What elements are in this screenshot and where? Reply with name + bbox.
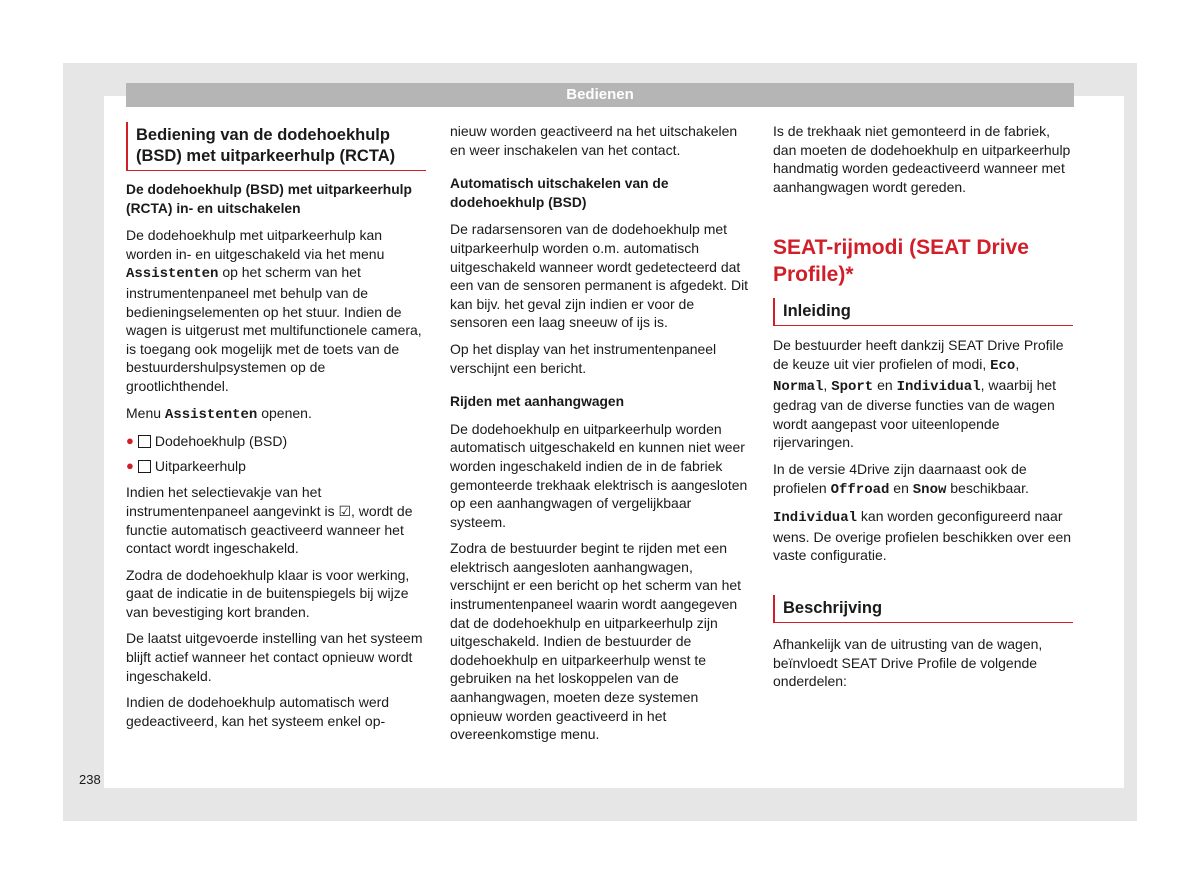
paragraph: nieuw worden geactiveerd na het uitschakelen en weer inschakelen van het contact.	[450, 123, 738, 158]
checked-box-icon: ☑	[338, 502, 352, 519]
paragraph: De laatst uitgevoerde instelling van het systeem blijft actief wanneer het contact opnieuw wordt ingeschakeld.	[126, 630, 423, 684]
text: en	[877, 376, 893, 393]
paragraph	[773, 507, 1073, 565]
paragraph	[126, 404, 426, 425]
column-2	[450, 122, 750, 752]
text: In de versie 4Drive zijn daarnaast ook de profielen	[773, 460, 1027, 496]
text: op het scherm van het instrumentenpaneel met behulp van de bedieningselementen op het stuur. Indien de wagen is uitgerust met multifunctionele camera, is toegang ook mogelijk met de toets van de bestuurdershulpsystemen op de grootlichthendel.	[126, 264, 422, 394]
paragraph: De radarsensoren van de dodehoekhulp met uitparkeerhulp worden o.m. automatisch uitgeschakeld wanneer wordt gedetecteerd dat een van de sensoren permanent is afgedekt. Dit kan bijv. het geval zijn indien er voor de sensoren een laag sneeuw of ijs is.	[450, 221, 749, 331]
keyword-sport: Sport	[831, 378, 874, 395]
paragraph	[126, 226, 426, 395]
text: beschikbaar.	[950, 479, 1029, 496]
paragraph: Is de trekhaak niet gemonteerd in de fabriek, dan moeten de dodehoekhulp en uitparkeerhulp handmatig worden gedeactiveerd wanneer met aanhangwagen wordt gereden.	[773, 123, 1071, 195]
text: , wordt de functie automatisch geactiveerd wanneer het contact wordt ingeschakeld.	[126, 502, 413, 557]
paragraph: Afhankelijk van de uitrusting van de wagen, beïnvloedt SEAT Drive Profile de volgende onderdelen:	[773, 635, 1043, 690]
text: ,	[823, 376, 828, 393]
section-title-bsd: Bediening van de dodehoekhulp (BSD) met uitparkeerhulp (RCTA)	[126, 122, 426, 171]
checkbox-icon	[138, 460, 151, 473]
bullet-icon: ●	[126, 457, 134, 473]
paragraph	[126, 483, 426, 557]
paragraph: Op het display van het instrumentenpaneel verschijnt een bericht.	[450, 340, 717, 376]
section-title-inleiding: Inleiding	[773, 298, 1073, 326]
subheading-auto-off: Automatisch uitschakelen van de dodehoekhulp (BSD)	[450, 176, 669, 210]
paragraph	[773, 336, 1073, 452]
paragraph	[773, 460, 1073, 499]
text: en	[893, 479, 909, 496]
keyword-normal: Normal	[773, 378, 824, 395]
text: ,	[1015, 355, 1020, 372]
text: openen.	[261, 404, 312, 421]
bullet-icon: ●	[126, 433, 134, 449]
keyword-assistenten: Assistenten	[126, 266, 219, 283]
list-item	[126, 457, 426, 476]
list-item-label: Dodehoekhulp (BSD)	[154, 433, 288, 450]
text: , waarbij het gedrag van de diverse functies van de wagen wordt aangepast voor uiteenlopende rijervaringen.	[773, 376, 1057, 451]
text: Indien het selectievakje van het instrumentenpaneel aangevinkt is	[126, 484, 335, 519]
keyword-assistenten: Assistenten	[164, 406, 258, 423]
column-3	[773, 122, 1073, 699]
paragraph: Zodra de dodehoekhulp klaar is voor werking, gaat de indicatie in de buitenspiegels bij wijze van bevestiging kort branden.	[126, 566, 410, 620]
list-item-label: Uitparkeerhulp	[154, 457, 246, 474]
keyword-snow: Snow	[912, 481, 947, 498]
chapter-header: Bedienen	[126, 83, 1074, 107]
keyword-eco: Eco	[990, 357, 1016, 374]
list-item	[126, 432, 426, 451]
checkbox-icon	[138, 435, 151, 448]
page-number: 238	[79, 772, 101, 787]
keyword-individual: Individual	[896, 378, 981, 395]
section-title-beschrijving: Beschrijving	[773, 595, 1073, 623]
text: De bestuurder heeft dankzij SEAT Drive Profile de keuze uit vier profielen of modi,	[773, 337, 1064, 372]
keyword-individual: Individual	[773, 510, 858, 527]
chapter-heading-drive-profile: SEAT-rijmodi (SEAT Drive Profile)*	[773, 236, 1029, 287]
option-list	[126, 432, 426, 475]
keyword-offroad: Offroad	[830, 481, 890, 498]
text: Menu	[126, 404, 162, 421]
paragraph: Zodra de bestuurder begint te rijden met een elektrisch aangesloten aanhangwagen, verschijnt er een bericht op het scherm van het instrumentenpaneel waarin wordt aangegeven dat de dodehoekhulp en uitparkeerhulp zijn uitgeschakeld. Indien de bestuurder de dodehoekhulp en uitparkeerhulp wenst te gebruiken na het loskoppelen van de aanhangwagen, moeten deze systemen opnieuw worden geactiveerd in het overeenkomstige menu.	[450, 540, 742, 743]
paragraph: Indien de dodehoekhulp automatisch werd gedeactiveerd, kan het systeem enkel op-	[126, 694, 390, 729]
column-1	[126, 122, 426, 738]
text: De dodehoekhulp met uitparkeerhulp kan worden in- en uitgeschakeld via het menu	[126, 227, 385, 262]
subheading-trailer: Rijden met aanhangwagen	[450, 394, 625, 410]
subheading-bsd-toggle: De dodehoekhulp (BSD) met uitparkeerhulp (RCTA) in- en uitschakelen	[126, 182, 412, 216]
paragraph: De dodehoekhulp en uitparkeerhulp worden automatisch uitgeschakeld en kunnen niet weer worden ingeschakeld indien de in de fabriek gemonteerde trekhaak elektrisch is aangesloten op een aanhangwagen of vergelijkbaar systeem.	[450, 420, 748, 530]
text: kan worden geconfigureerd naar wens. De overige profielen beschikken over een vaste configuratie.	[773, 508, 1072, 564]
